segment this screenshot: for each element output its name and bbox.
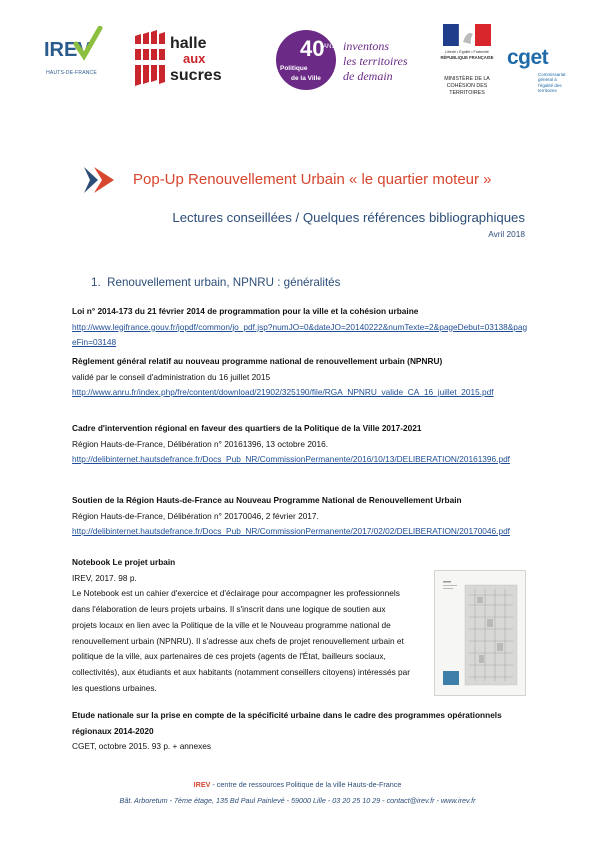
irev-logo: [40, 26, 103, 80]
section-heading: [91, 276, 340, 289]
footer-org-description: - centre de ressources Politique de la ville Hauts-de-France: [210, 780, 402, 789]
document-date: Avril 2018: [488, 229, 525, 239]
section-number: 1.: [91, 276, 101, 289]
entry-meta: CGET, octobre 2015. 93 p. + annexes: [72, 741, 212, 752]
svg-text:aux: aux: [183, 51, 206, 66]
entry-title: Cadre d'intervention régional en faveur des quartiers de la Politique de la Ville 2017-2021: [72, 423, 422, 433]
svg-text:ANS: ANS: [323, 44, 336, 50]
entry-meta: Région Hauts-de-France, Délibération n° 20161396, 13 octobre 2016.: [72, 438, 329, 449]
irev-logo-text: IREV: [44, 39, 91, 61]
entry-meta: Région Hauts-de-France, Délibération n° 20170046, 2 février 2017.: [72, 510, 319, 521]
notebook-cover-illustration: [435, 571, 525, 695]
svg-text:Politique: Politique: [280, 65, 308, 72]
svg-text:sucres: sucres: [170, 67, 222, 84]
bibliography-entry: [72, 304, 528, 351]
entry-title: Etude nationale sur la prise en compte de la spécificité urbaine dans le cadre des programmes opérationnels régionaux 2014-2020: [72, 710, 502, 736]
section-title: Renouvellement urbain, NPNRU : généralités: [107, 276, 341, 289]
entry-link[interactable]: http://delibinternet.hautsdefrance.fr/Docs_Pub_NR/CommissionPermanente/2017/02/02/DELIBERATION/20170046.pdf: [72, 526, 510, 536]
entry-meta: IREV, 2017. 98 p.: [72, 572, 137, 583]
svg-text:halle: halle: [170, 35, 207, 52]
cget-logo-text: cget: [507, 46, 549, 69]
bibliography-entry: [72, 354, 528, 401]
entry-title: Notebook Le projet urbain: [72, 557, 176, 567]
entry-link[interactable]: http://www.legifrance.gouv.fr/jopdf/common/jo_pdf.jsp?numJO=0&dateJO=20140222&numTexte=2&pageDebut=03138&pageFin=03148: [72, 321, 528, 347]
entry-link[interactable]: http://delibinternet.hautsdefrance.fr/Docs_Pub_NR/CommissionPermanente/2016/10/13/DELIBERATION/20161396.pdf: [72, 454, 510, 464]
entry-title: Règlement général relatif au nouveau programme national de renouvellement urbain (NPNRU): [72, 356, 443, 366]
cget-logo: [504, 46, 568, 118]
entry-link[interactable]: http://www.anru.fr/index.php/fre/content/download/21902/325190/file/RGA_NPNRU_valide_CA_16_juillet_2015.pdf: [72, 387, 494, 397]
svg-text:40: 40: [300, 36, 325, 61]
irev-logo-subtitle: HAUTS-DE-FRANCE: [46, 70, 97, 76]
bibliography-entry: [72, 421, 528, 468]
ministere-cohesion-territoires-logo: [437, 22, 497, 114]
entry-title: Soutien de la Région Hauts-de-France au Nouveau Programme National de Renouvellement Urbain: [72, 495, 462, 505]
chevron-arrow-icon: [84, 167, 116, 193]
svg-text:de demain: de demain: [343, 69, 393, 83]
entry-description: Le Notebook est un cahier d'exercice et d'éclairage pour accompagner les professionnels dans l'élaboration de leurs projets urbains. Il s'inscrit dans une logique de soutien aux projets locaux en lien avec la Politique de la ville et le Nouveau programme national de renouvellement urbain (NPNRU). Il s'adresse aux chefs de projet renouvellement urbain et politique de la ville, aux partenaires de ces projets (agents de l'État, bailleurs sociaux, collectivités), aux étudiants et aux habitants (notamment conseillers citoyens) intéressés par les questions urbaines.: [72, 588, 411, 693]
politique-de-la-ville-mark: [271, 30, 431, 90]
irev-logo-mark: [40, 26, 103, 70]
svg-text:les territoires: les territoires: [343, 54, 408, 68]
notebook-cover-image: [434, 570, 526, 696]
svg-text:inventons: inventons: [343, 39, 389, 53]
footer-contact: Bât. Arboretum - 7ème étage, 135 Bd Paul Painlevé - 59000 Lille - 03 20 25 10 29 - contact@irev.fr - www.irev.fr: [119, 796, 476, 805]
halle-aux-sucres-mark: [133, 30, 241, 87]
page-subtitle: Lectures conseillées / Quelques références bibliographiques: [172, 210, 525, 225]
svg-text:de la Ville: de la Ville: [291, 75, 321, 82]
marianne-flag-mark: [437, 22, 497, 72]
bibliography-entry: [72, 555, 412, 696]
svg-text:RÉPUBLIQUE FRANÇAISE: RÉPUBLIQUE FRANÇAISE: [440, 55, 494, 60]
politique-de-la-ville-40-ans-logo: [271, 30, 431, 90]
bibliography-entry: [72, 493, 528, 540]
footer-org-name: IREV: [193, 780, 211, 789]
halle-aux-sucres-logo: [133, 30, 241, 87]
footer-organization: [0, 780, 595, 789]
cget-logo-subtitle: Commissariat général à l'égalité des territoires: [538, 72, 566, 93]
bibliography-entry: [72, 708, 528, 755]
entry-meta: validé par le conseil d'administration du 16 juillet 2015: [72, 371, 271, 382]
page-title: Pop-Up Renouvellement Urbain « le quartier moteur »: [133, 171, 492, 188]
svg-text:Liberté • Égalité • Fraternité: Liberté • Égalité • Fraternité: [445, 50, 489, 54]
ministere-label: MINISTÈRE DE LA COHÉSION DES TERRITOIRES: [444, 76, 490, 96]
entry-title: Loi n° 2014-173 du 21 février 2014 de programmation pour la ville et la cohésion urbaine: [72, 306, 419, 316]
